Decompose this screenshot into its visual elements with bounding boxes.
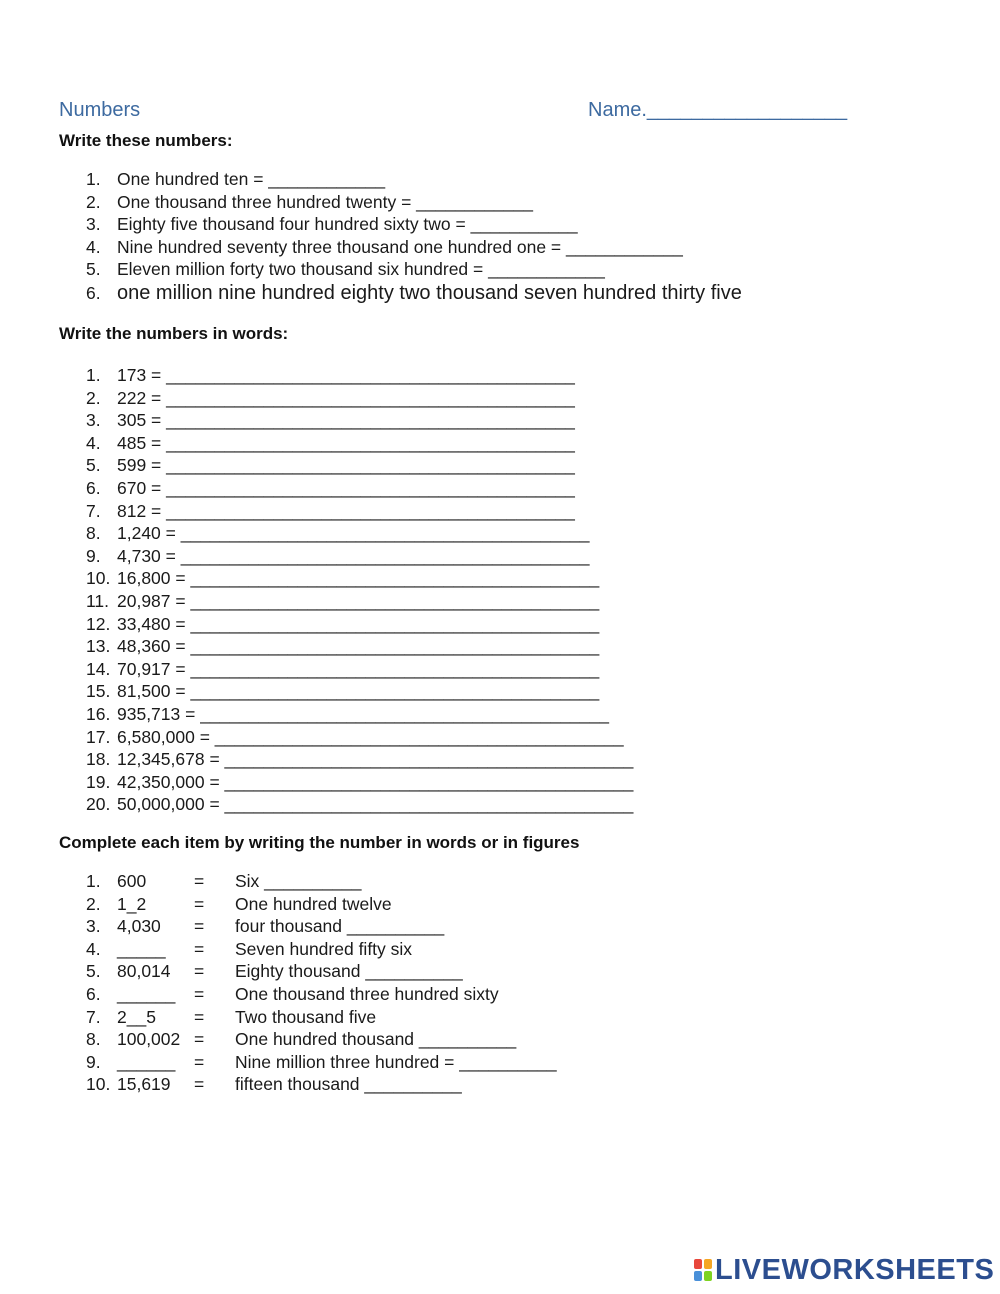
liveworksheets-logo (693, 1255, 994, 1285)
item-number: 7. (86, 1006, 101, 1027)
item-number: 12. (86, 613, 111, 634)
item-number: 9. (86, 1051, 101, 1072)
item-words[interactable]: four thousand __________ (235, 916, 445, 937)
item-text[interactable]: 173 = __________________________________________ (117, 365, 575, 385)
item-figure[interactable]: 80,014 (117, 961, 171, 982)
item-text[interactable]: 81,500 = __________________________________________ (117, 681, 600, 702)
section-heading-complete-items: Complete each item by writing the number in words or in figures (59, 833, 580, 852)
equals-sign: = (194, 893, 205, 914)
item-number: 1. (86, 169, 101, 189)
item-number: 6. (86, 283, 101, 303)
logo-mark-icon (693, 1258, 713, 1282)
item-number: 15. (86, 681, 111, 702)
item-number: 2. (86, 893, 101, 914)
item-number: 10. (86, 568, 111, 589)
equals-sign: = (194, 938, 205, 959)
item-text[interactable]: 812 = __________________________________________ (117, 500, 575, 521)
equals-sign: = (194, 961, 205, 982)
equals-sign: = (194, 984, 205, 1004)
item-text[interactable]: 42,350,000 = __________________________________________ (117, 771, 634, 792)
item-number: 3. (86, 916, 101, 937)
item-number: 1. (86, 365, 101, 385)
item-number: 4. (86, 237, 101, 257)
item-text[interactable]: 305 = __________________________________________ (117, 410, 575, 431)
item-text[interactable]: 6,580,000 = __________________________________________ (117, 726, 624, 747)
equals-sign: = (194, 916, 205, 937)
item-number: 3. (86, 214, 101, 234)
item-number: 17. (86, 726, 111, 747)
item-text[interactable]: 222 = __________________________________________ (117, 387, 575, 408)
equals-sign: = (194, 1051, 205, 1072)
item-number: 4. (86, 432, 101, 453)
item-number: 2. (86, 192, 101, 212)
item-number: 9. (86, 545, 101, 566)
worksheet-title: Numbers (59, 99, 141, 121)
item-words[interactable]: Eighty thousand __________ (235, 961, 463, 982)
item-number: 8. (86, 523, 101, 544)
item-figure[interactable]: 100,002 (117, 1029, 181, 1050)
item-figure[interactable]: ______ (117, 1051, 176, 1072)
item-text[interactable]: Eleven million forty two thousand six hundred = ____________ (117, 259, 605, 279)
item-text[interactable]: 4,730 = __________________________________________ (117, 545, 590, 566)
item-words[interactable]: Two thousand five (235, 1006, 377, 1027)
item-figure[interactable]: ______ (117, 984, 176, 1004)
item-number: 18. (86, 749, 111, 770)
item-text[interactable]: One hundred ten = ____________ (117, 169, 386, 189)
equals-sign: = (194, 871, 205, 891)
logo-square-orange (704, 1259, 712, 1269)
item-words[interactable]: fifteen thousand __________ (235, 1074, 462, 1095)
item-figure[interactable]: 1_2 (117, 893, 147, 914)
section-heading-write-numbers: Write these numbers: (59, 131, 233, 150)
item-number: 10. (86, 1074, 111, 1095)
logo-text: LIVEWORKSHEETS (715, 1253, 995, 1286)
item-text[interactable]: one million nine hundred eighty two thousand seven hundred thirty five (117, 282, 742, 304)
item-number: 14. (86, 658, 111, 679)
item-number: 7. (86, 500, 101, 521)
item-figure[interactable]: 600 (117, 871, 147, 891)
item-number: 6. (86, 478, 101, 498)
item-figure[interactable]: 4,030 (117, 916, 161, 937)
item-text[interactable]: 33,480 = __________________________________________ (117, 613, 600, 634)
item-text[interactable]: Eighty five thousand four hundred sixty two = ___________ (117, 214, 578, 234)
item-text[interactable]: 670 = __________________________________________ (117, 478, 575, 498)
item-number: 13. (86, 636, 111, 657)
item-number: 1. (86, 871, 101, 891)
item-text[interactable]: 20,987 = __________________________________________ (117, 591, 600, 611)
item-figure[interactable]: _____ (117, 938, 166, 959)
item-number: 3. (86, 410, 101, 431)
item-words[interactable]: One thousand three hundred sixty (235, 984, 499, 1004)
item-text[interactable]: One thousand three hundred twenty = ____________ (117, 192, 533, 212)
item-words[interactable]: One hundred thousand __________ (235, 1029, 517, 1050)
item-number: 2. (86, 387, 101, 408)
equals-sign: = (194, 1006, 205, 1027)
logo-square-red (694, 1259, 702, 1269)
item-number: 4. (86, 938, 101, 959)
item-text[interactable]: 48,360 = __________________________________________ (117, 636, 600, 657)
item-number: 5. (86, 961, 101, 982)
item-text[interactable]: 935,713 = __________________________________________ (117, 704, 609, 724)
item-number: 6. (86, 984, 101, 1004)
item-text[interactable]: 485 = __________________________________________ (117, 432, 575, 453)
equals-sign: = (194, 1029, 205, 1050)
item-number: 19. (86, 771, 111, 792)
item-text[interactable]: 1,240 = __________________________________________ (117, 523, 590, 544)
item-number: 11. (86, 591, 110, 611)
item-number: 5. (86, 455, 101, 476)
logo-square-green (704, 1271, 712, 1281)
item-text[interactable]: 16,800 = __________________________________________ (117, 568, 600, 589)
item-number: 20. (86, 794, 111, 815)
equals-sign: = (194, 1074, 205, 1095)
item-text[interactable]: 12,345,678 = __________________________________________ (117, 749, 634, 770)
item-number: 5. (86, 259, 101, 279)
item-figure[interactable]: 15,619 (117, 1074, 171, 1095)
item-words[interactable]: Six __________ (235, 871, 362, 891)
item-text[interactable]: Nine hundred seventy three thousand one hundred one = ____________ (117, 237, 683, 257)
section-heading-numbers-in-words: Write the numbers in words: (59, 324, 289, 343)
item-words[interactable]: Nine million three hundred = __________ (235, 1051, 557, 1072)
item-words[interactable]: Seven hundred fifty six (235, 938, 413, 959)
item-figure[interactable]: 2__5 (117, 1006, 156, 1027)
logo-square-blue (694, 1271, 702, 1281)
item-text[interactable]: 70,917 = __________________________________________ (117, 658, 600, 679)
item-number: 8. (86, 1029, 101, 1050)
item-number: 16. (86, 704, 111, 724)
item-text[interactable]: 50,000,000 = __________________________________________ (117, 794, 634, 815)
name-field[interactable]: Name.__________________ (588, 99, 848, 121)
item-text[interactable]: 599 = __________________________________________ (117, 455, 575, 476)
item-words[interactable]: One hundred twelve (235, 893, 392, 914)
